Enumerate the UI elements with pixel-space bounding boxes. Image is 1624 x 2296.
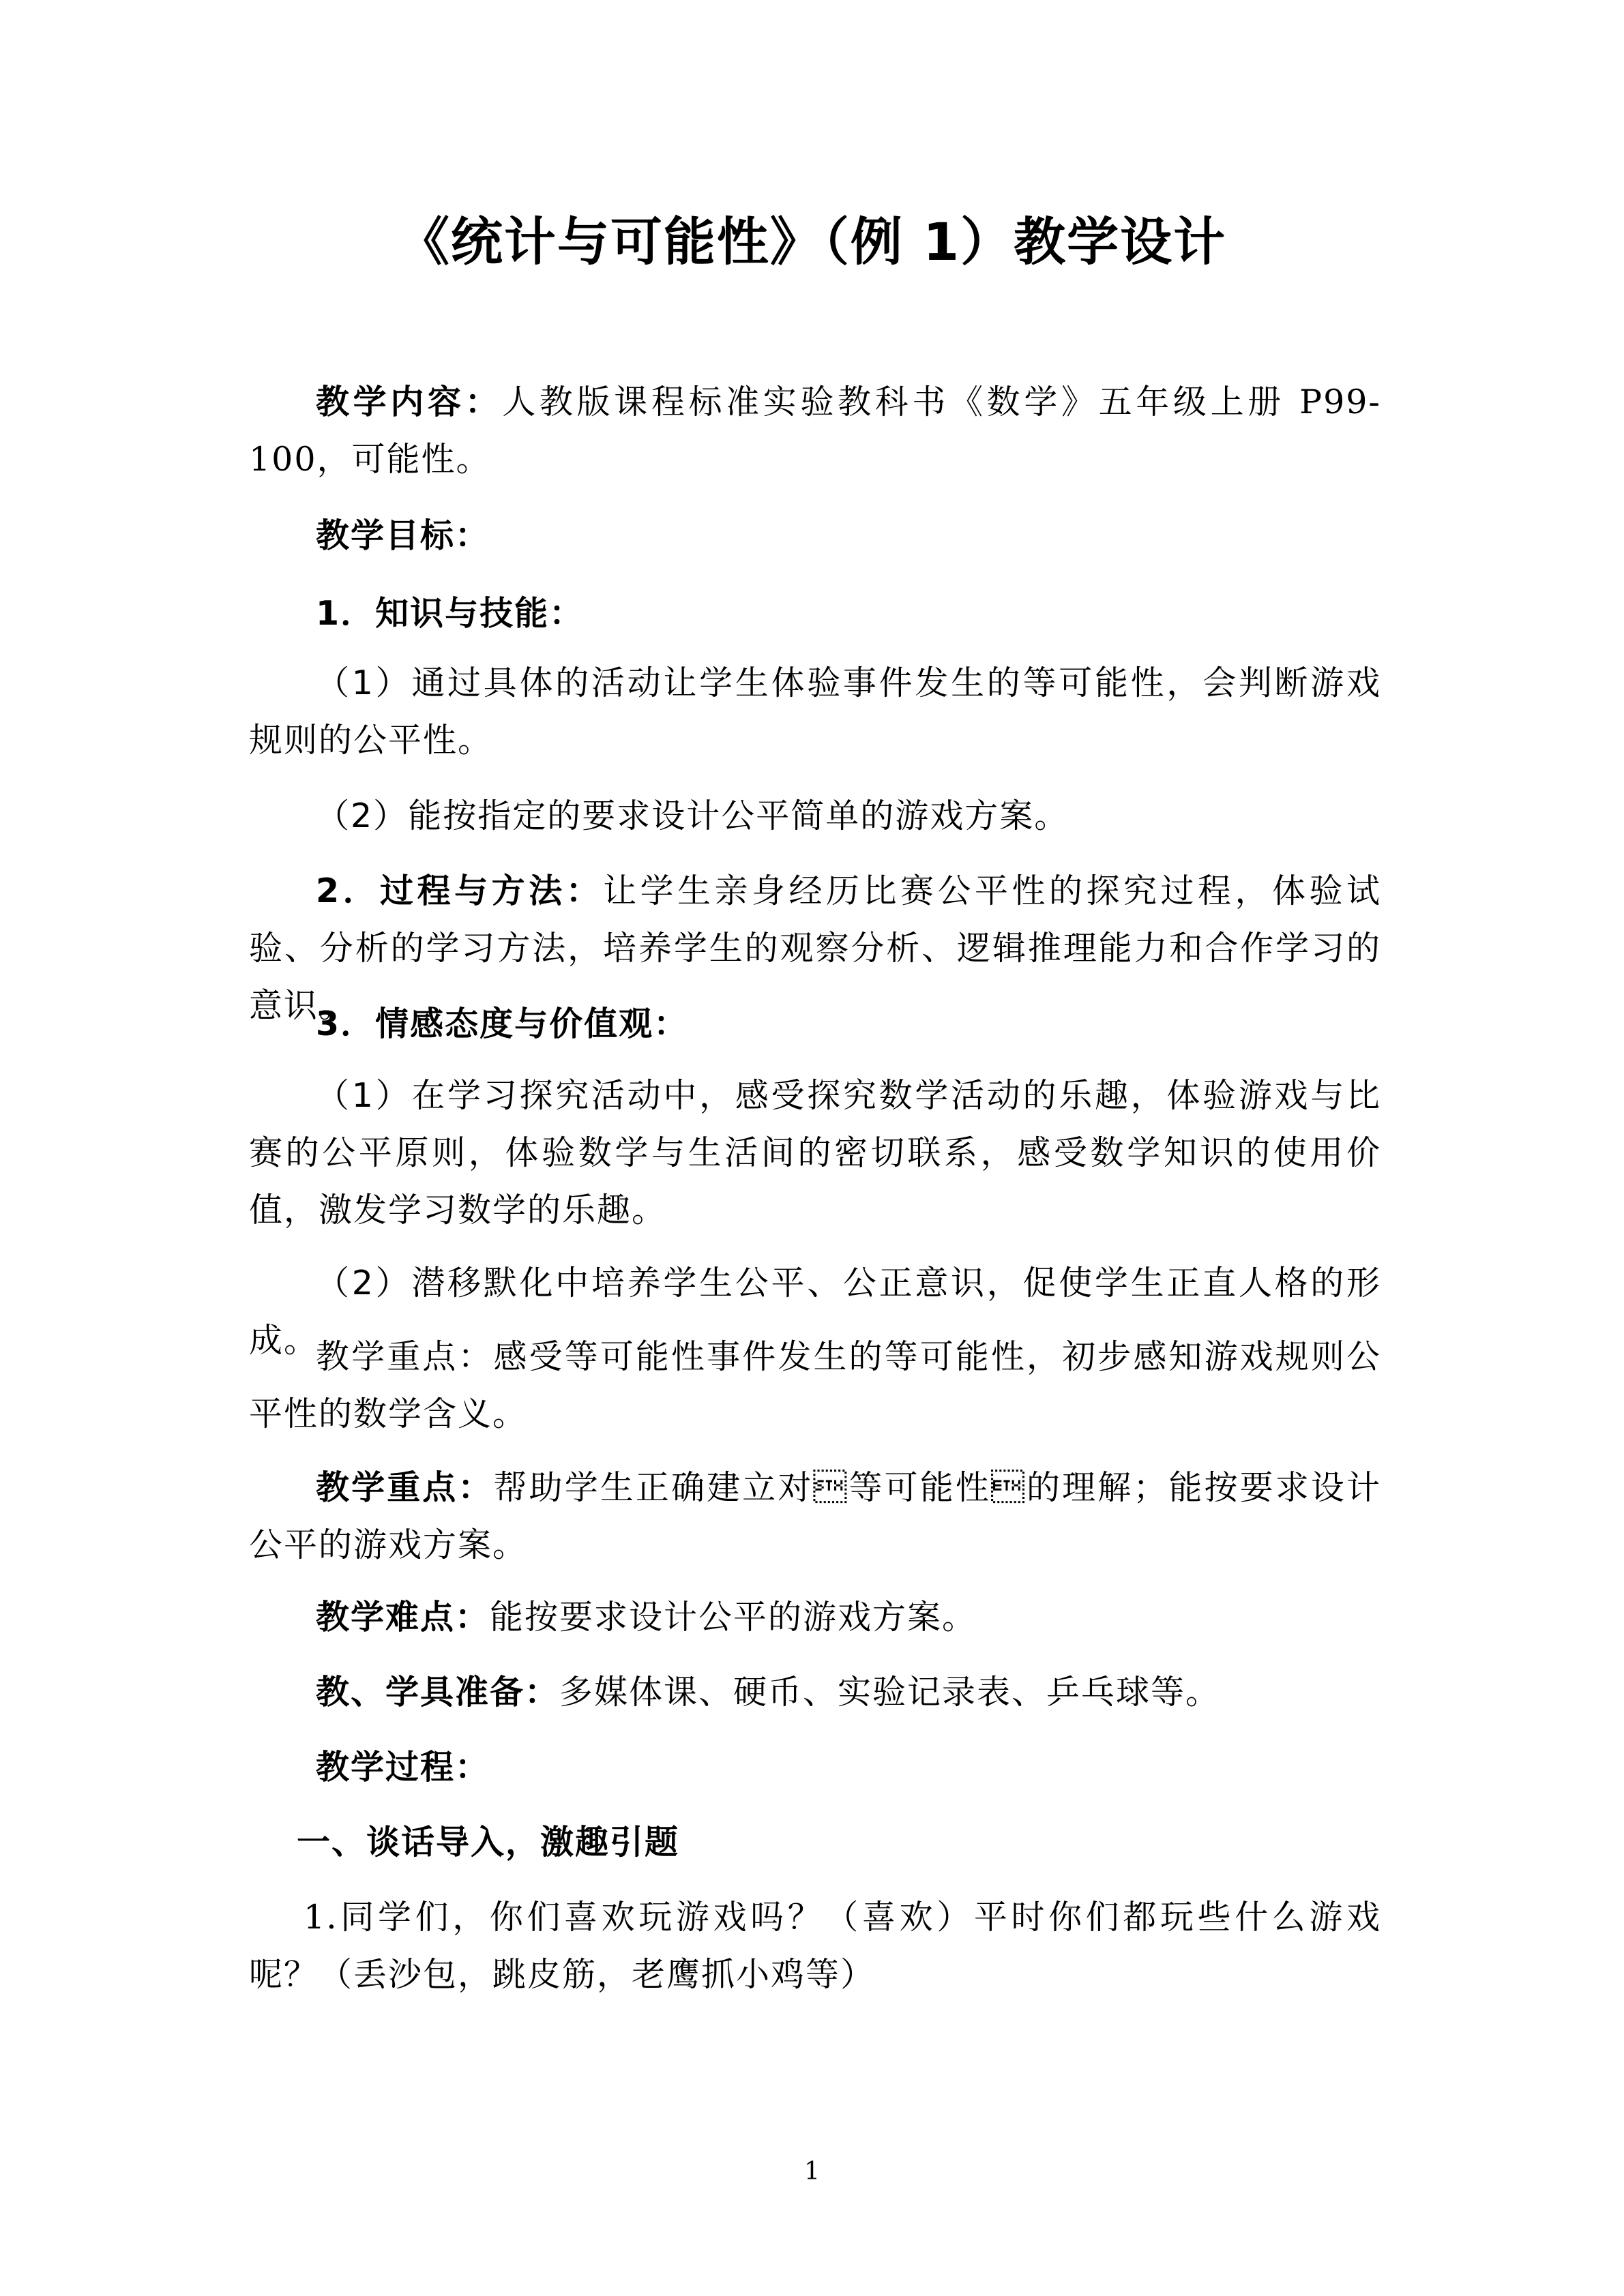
teaching-preparation: [249, 1664, 1381, 1721]
objective-1-item-2: [249, 788, 1381, 845]
section-1-item-1: 1.同学们，你们喜欢玩游戏吗？（喜欢）平时你们都玩些什么游戏呢？（丢沙包，跳皮筋，老鹰抓小鸡等）: [249, 1898, 1381, 1994]
teaching-content: [249, 374, 1381, 488]
objective-1-item-1-number: （1）: [316, 664, 412, 702]
teaching-difficulty: [249, 1589, 1381, 1646]
section-1-heading: 一、谈话导入，激趣引题: [297, 1823, 680, 1862]
objective-2-label: 2．过程与方法：: [316, 871, 604, 910]
objectives-heading: 教学目标：: [316, 516, 490, 555]
objective-1-item-1: [249, 655, 1381, 769]
page-number: 1: [804, 2158, 820, 2186]
teaching-difficulty-label: 教学难点：: [316, 1598, 490, 1637]
objective-1-item-1-text: 通过具体的活动让学生体验事件发生的等可能性，会判断游戏规则的公平性。: [249, 664, 1381, 760]
objective-2-text: 让学生亲身经历比赛公平性的探究过程，体验试验、分析的学习方法，培养学生的观察分析、逻辑推理能力和合作学习的意识。: [249, 871, 1381, 1025]
teaching-difficulty-text: 能按要求设计公平的游戏方案。: [490, 1598, 977, 1637]
objective-3-heading: 3．情感态度与价值观：: [316, 1004, 689, 1043]
teaching-preparation-label: 教、学具准备：: [316, 1673, 560, 1712]
objective-1-item-2-number: （2）: [316, 796, 409, 835]
teaching-content-label: 教学内容：: [316, 383, 503, 421]
teaching-preparation-text: 多媒体课、硬币、实验记录表、乒乓球等。: [559, 1673, 1221, 1712]
teaching-process-heading: 教学过程：: [316, 1748, 490, 1787]
objective-3-item-1: [249, 1067, 1381, 1239]
objective-3-item-1-text: 在学习探究活动中，感受探究数学活动的乐趣，体验游戏与比赛的公平原则，体验数学与生活间的密切联系，感受数学知识的使用价值，激发学习数学的乐趣。: [249, 1076, 1381, 1229]
teaching-focus-2-text: 帮助学生正确建立对等可能性的理解；能按要求设计公平的游戏方案。: [249, 1468, 1381, 1564]
objective-1-heading: 1．知识与技能：: [316, 594, 585, 633]
objective-3-item-2-number: （2）: [316, 1264, 412, 1302]
teaching-focus-2: [249, 1459, 1381, 1574]
teaching-content-text: 人教版课程标准实验教科书《数学》五年级上册 P99-100，可能性。: [249, 383, 1381, 479]
document-title: 《统计与可能性》（例 1）教学设计: [397, 211, 1227, 272]
objective-3-item-2-text: 潜移默化中培养学生公平、公正意识，促使学生正直人格的形成。: [249, 1264, 1381, 1360]
objective-1-item-2-text: 能按指定的要求设计公平简单的游戏方案。: [408, 796, 1069, 835]
teaching-focus-2-label: 教学重点：: [316, 1468, 494, 1507]
teaching-focus-1: 教学重点：感受等可能性事件发生的等可能性，初步感知游戏规则公平性的数学含义。: [249, 1337, 1381, 1433]
objective-3-item-1-number: （1）: [316, 1076, 412, 1115]
